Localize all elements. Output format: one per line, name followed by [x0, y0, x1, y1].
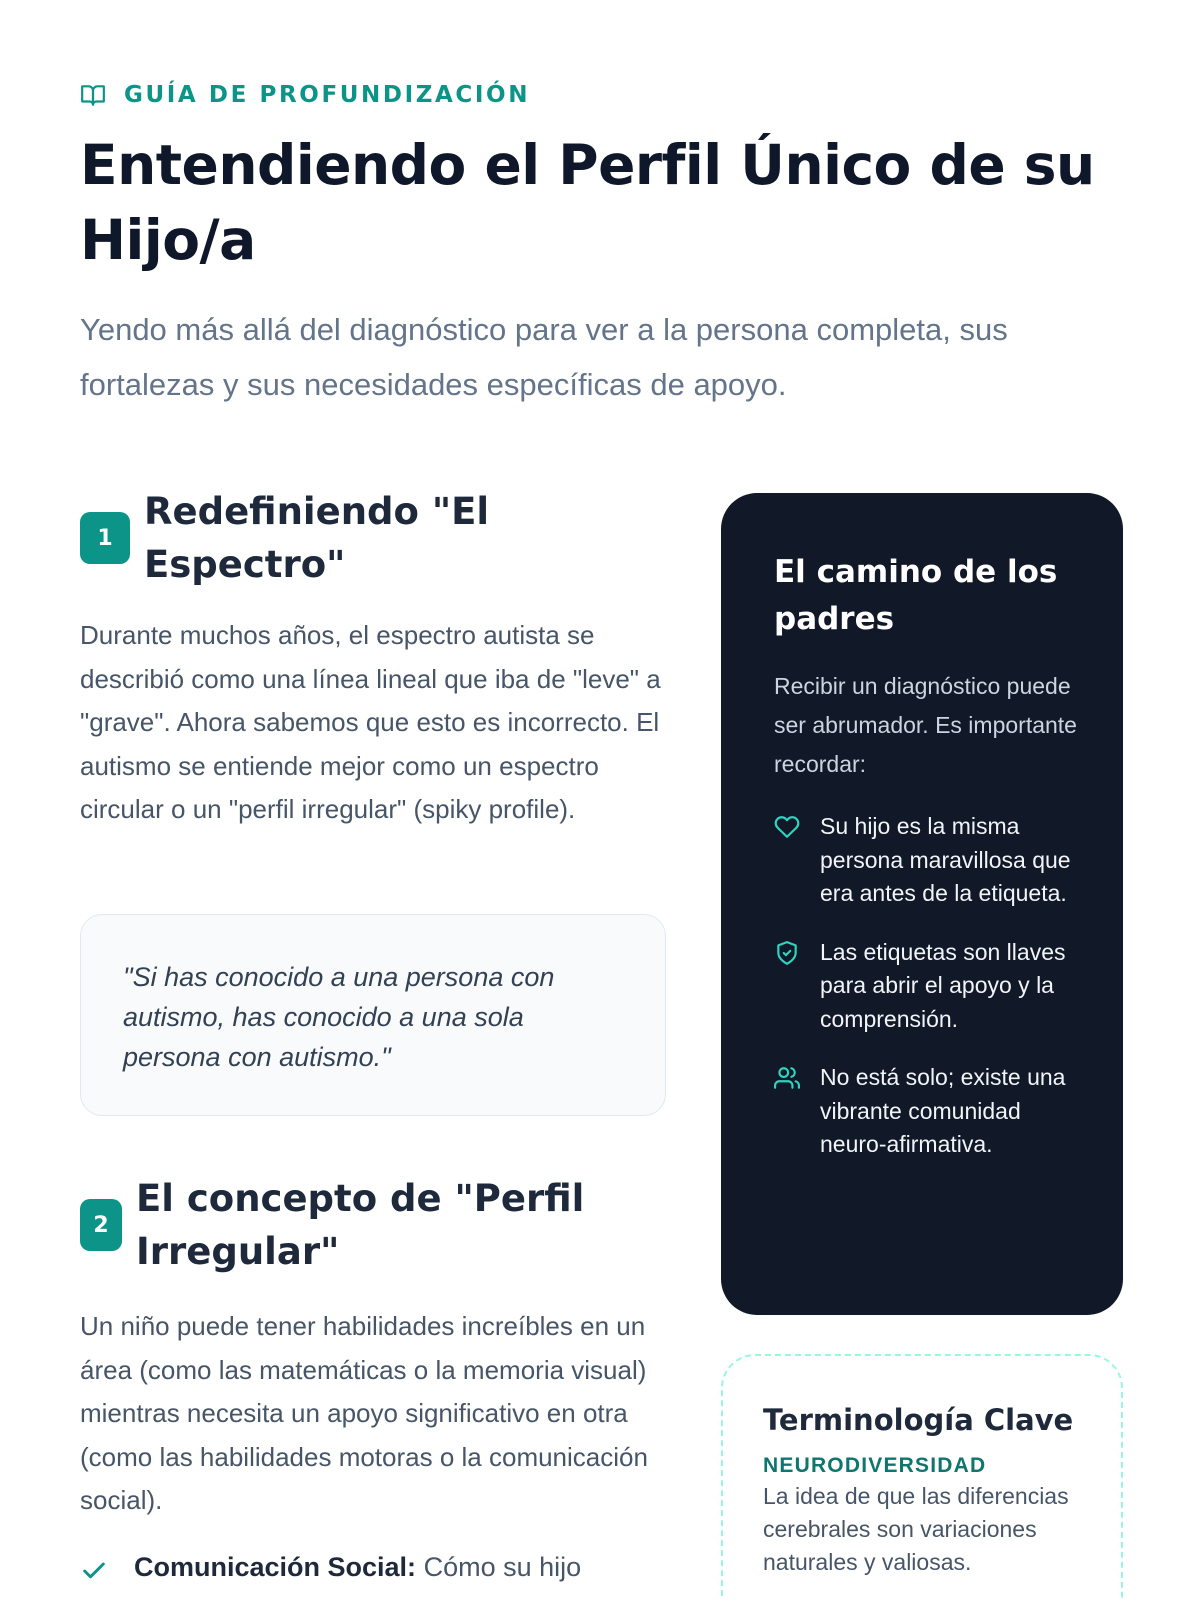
- section-2-header: [80, 1172, 626, 1278]
- reminder-list: [774, 810, 1083, 1162]
- list-item-label: Comunicación Social:: [134, 1552, 417, 1582]
- eyebrow-label: GUÍA DE PROFUNDIZACIÓN: [124, 82, 531, 108]
- term-label: NEURODIVERSIDAD: [763, 1454, 987, 1477]
- list-item-text: [134, 1552, 581, 1585]
- section-title: El concepto de "Perfil Irregular": [136, 1177, 585, 1273]
- list-item-text: No está solo; existe una vibrante comunidad neuro-afirmativa.: [820, 1064, 1066, 1157]
- heart-icon: [774, 814, 800, 840]
- page-title: Entendiendo el Perfil Único de su Hijo/a: [80, 133, 1095, 272]
- card-title: El camino de los padres: [774, 554, 1058, 637]
- quote-text: "Si has conocido a una persona con autismo, has conocido a una sola persona con autismo.": [123, 962, 555, 1072]
- card-title: Terminología Clave: [763, 1403, 1074, 1437]
- quote-box: [80, 914, 666, 1116]
- shield-check-icon: [774, 940, 800, 966]
- eyebrow: [80, 82, 530, 108]
- list-item: [80, 1552, 680, 1585]
- list-item-text: Las etiquetas son llaves para abrir el apoyo y la comprensión.: [820, 938, 1066, 1032]
- terminology-card: [721, 1354, 1123, 1600]
- section-title: Redefiniendo "El Espectro": [144, 490, 490, 586]
- list-item: [774, 1061, 1083, 1162]
- list-item-description: Cómo su hijo: [423, 1552, 582, 1582]
- section-number-badge: 2: [80, 1199, 122, 1251]
- list-item: [774, 936, 1083, 1037]
- section-1-header: [80, 485, 524, 591]
- parents-journey-card: [721, 493, 1123, 1315]
- card-intro: Recibir un diagnóstico puede ser abrumador. Es importante recordar:: [774, 673, 1077, 777]
- section-body: Durante muchos años, el espectro autista se describió como una línea lineal que iba de "leve" a "grave". Ahora sabemos que esto es incorrecto. El autismo se entiende mejor como un espectro circular o un "perfil irregular" (spiky profile).: [80, 620, 661, 824]
- term-definition: La idea de que las diferencias cerebrales son variaciones naturales y valiosas.: [763, 1483, 1069, 1575]
- book-open-icon: [80, 82, 106, 108]
- page-subtitle: Yendo más allá del diagnóstico para ver a la persona completa, sus fortalezas y sus necesidades específicas de apoyo.: [80, 312, 1008, 402]
- section-number-badge: 1: [80, 512, 130, 564]
- users-icon: [774, 1065, 800, 1091]
- list-item: [774, 810, 1083, 911]
- list-item-text: Su hijo es la misma persona maravillosa que era antes de la etiqueta.: [820, 813, 1071, 906]
- section-body: Un niño puede tener habilidades increíbles en un área (como las matemáticas o la memoria visual) mientras necesita un apoyo significativo en otra (como las habilidades motoras o la comunicación social).: [80, 1311, 648, 1515]
- check-icon: [80, 1557, 108, 1585]
